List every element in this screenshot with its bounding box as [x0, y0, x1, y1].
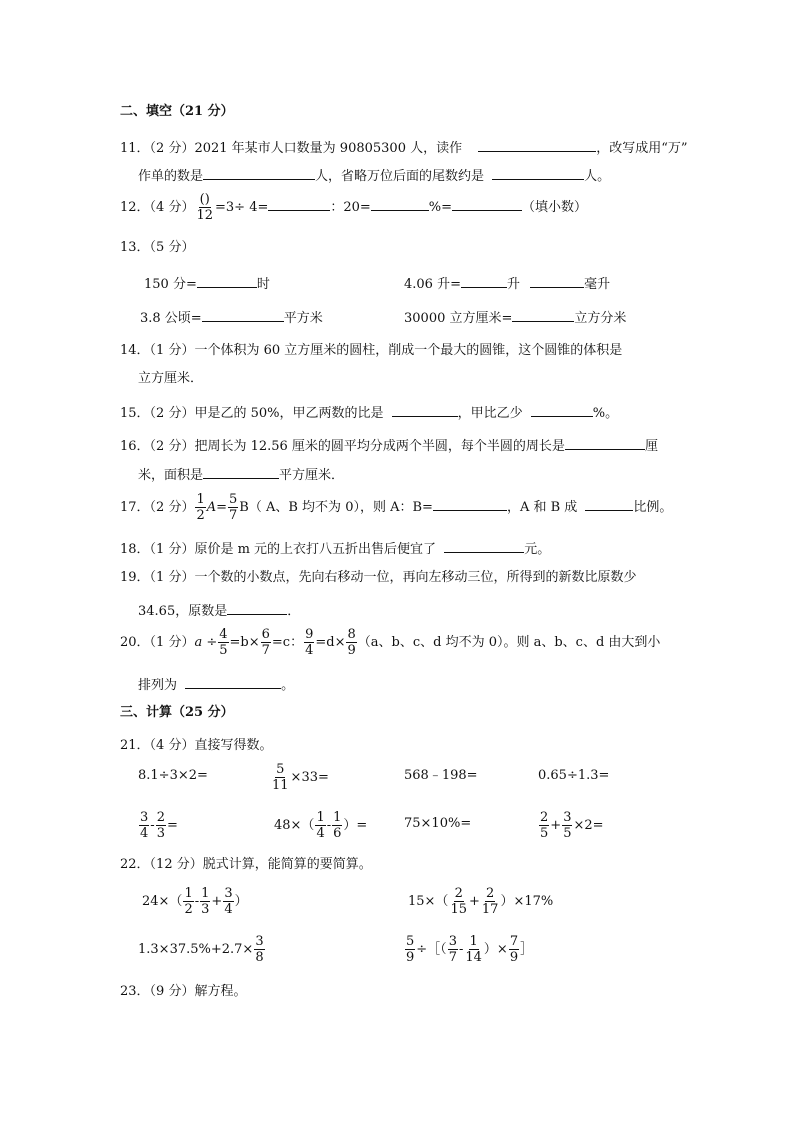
question-17-text-c: B（ A、B 均不为 0），则 A：B= [239, 500, 433, 515]
question-13-head: 13．（5 分） [120, 240, 195, 255]
question-18-text-b: 元。 [524, 542, 551, 557]
numerator: 1 [333, 810, 342, 825]
denominator: 17 [481, 902, 499, 917]
fraction [448, 934, 458, 965]
unit-text: 平方米 [283, 311, 323, 326]
question-20-text-f: 排列为 [138, 678, 178, 693]
fraction [481, 886, 500, 917]
calc-text: = [166, 818, 178, 833]
answer-blank[interactable] [530, 274, 584, 288]
question-17 [120, 492, 672, 523]
question-20-line1 [120, 627, 660, 658]
numerator: 1 [316, 810, 325, 825]
numerator: 1 [184, 886, 193, 901]
question-14-line1: 14．（1 分）一个体积为 60 立方厘米的圆柱，削成一个最大的圆锥，这个圆锥的体积是 [120, 343, 623, 358]
numerator: 6 [261, 627, 270, 642]
question-19-line2 [138, 601, 300, 620]
answer-blank[interactable] [461, 274, 507, 288]
item-text: 4.06 升= [404, 277, 461, 292]
denominator: 8 [255, 950, 264, 965]
calc-text: ）×17% [500, 894, 554, 909]
question-16-text: 16．（2 分）把周长为 12.56 厘米的圆平均分成两个半圆，每个半圆的周长是 [120, 439, 565, 454]
question-16-text-c: 米，面积是 [138, 468, 204, 483]
denominator: 4 [316, 826, 325, 841]
answer-blank[interactable] [227, 601, 287, 615]
question-11-line2 [138, 166, 610, 185]
question-11-text-d: 人，省略万位后面的尾数约是 [315, 169, 485, 184]
answer-blank[interactable] [452, 197, 522, 211]
question-13-item-1 [144, 274, 270, 293]
unit-text: 时 [256, 277, 270, 292]
question-12-text-c: ：20= [330, 200, 371, 215]
answer-blank[interactable] [531, 403, 593, 417]
fraction [195, 492, 205, 523]
calc-item [142, 886, 248, 917]
operator: - [326, 818, 332, 833]
numerator: 5 [229, 492, 238, 507]
operator: - [150, 818, 155, 833]
denominator: 7 [229, 508, 238, 523]
question-16-line2 [138, 465, 344, 484]
fraction [509, 934, 519, 965]
denominator: 9 [406, 950, 415, 965]
calc-text: ×33= [290, 770, 329, 785]
fraction [464, 934, 483, 965]
section-heading-calc: 三、计算（25 分） [120, 705, 234, 720]
answer-blank[interactable] [371, 197, 429, 211]
calc-item: 8.1÷3×2= [138, 768, 208, 783]
numerator: 1 [469, 934, 478, 949]
question-12-text: 12．（4 分） [120, 200, 195, 215]
denominator: 12 [196, 208, 213, 223]
answer-blank[interactable] [433, 497, 507, 511]
fraction [200, 886, 210, 917]
operator: + [211, 894, 223, 909]
calc-item [138, 934, 266, 965]
fraction [562, 810, 572, 841]
question-11-text-e: 人。 [584, 169, 611, 184]
operator: - [458, 942, 464, 957]
question-21-head: 21．（4 分）直接写得数。 [120, 738, 273, 753]
fraction [195, 192, 214, 223]
fraction [183, 886, 193, 917]
denominator: 4 [140, 826, 149, 841]
answer-blank[interactable] [197, 274, 257, 288]
question-12-text-b: =3÷ 4= [215, 200, 269, 215]
answer-blank[interactable] [268, 197, 330, 211]
fraction [228, 492, 238, 523]
fraction [315, 810, 325, 841]
question-12-text-d: %= [428, 200, 453, 215]
calc-text: 15×（ [408, 894, 449, 909]
numerator: 2 [540, 810, 549, 825]
item-text: 30000 立方厘米= [404, 311, 513, 326]
numerator: 1 [196, 492, 205, 507]
calc-text: ×2= [573, 818, 604, 833]
numerator: 3 [448, 934, 457, 949]
calc-item [404, 934, 533, 965]
numerator: 5 [276, 762, 285, 777]
answer-blank[interactable] [478, 138, 596, 152]
fraction [304, 627, 314, 658]
answer-blank[interactable] [185, 675, 281, 689]
denominator: 5 [563, 826, 572, 841]
calc-item [274, 810, 367, 841]
calc-item [138, 810, 178, 841]
denominator: 11 [272, 778, 289, 793]
question-20-var: a ÷ [194, 635, 218, 650]
question-19-line1: 19．（1 分）一个数的小数点，先向右移动一位，再向左移动三位，所得到的新数比原数少 [120, 570, 637, 585]
denominator: 15 [450, 902, 467, 917]
question-17-text-b: A= [206, 500, 228, 515]
denominator: 3 [201, 902, 210, 917]
question-20-text: 20．（1 分） [120, 635, 195, 650]
question-15-text-b: ，甲比乙少 [457, 406, 523, 421]
operator: + [550, 818, 562, 833]
fraction [261, 627, 271, 658]
question-20-text-g: 。 [281, 678, 295, 693]
calc-item: 75×10%= [404, 816, 472, 831]
denominator: 14 [465, 950, 482, 965]
denominator: 7 [448, 950, 457, 965]
unit-text: 毫升 [584, 277, 611, 292]
calc-text: 1.3×37.5%+2.7× [138, 942, 254, 957]
numerator: 3 [563, 810, 572, 825]
answer-blank[interactable] [492, 166, 584, 180]
answer-blank[interactable] [444, 539, 524, 553]
fraction [139, 810, 149, 841]
calc-text: 48×（ [274, 818, 315, 833]
answer-blank[interactable] [585, 497, 633, 511]
answer-blank[interactable] [565, 436, 645, 450]
calc-text: 24×（ [142, 894, 183, 909]
denominator: 4 [224, 902, 233, 917]
operator: - [194, 894, 200, 909]
fraction [332, 810, 342, 841]
denominator: 5 [219, 643, 228, 658]
question-15-text: 15．（2 分）甲是乙的 50%，甲乙两数的比是 [120, 406, 384, 421]
question-13-item-4 [404, 308, 626, 327]
fraction [539, 810, 549, 841]
fraction [156, 810, 166, 841]
calc-item: 0.65÷1.3= [538, 768, 610, 783]
fraction [449, 886, 468, 917]
denominator: 2 [196, 508, 205, 523]
numerator: 7 [509, 934, 519, 949]
denominator: 9 [347, 643, 356, 658]
question-15 [120, 403, 618, 422]
calc-text: ÷［（ [416, 942, 447, 957]
operator: + [468, 894, 480, 909]
answer-blank[interactable] [512, 308, 574, 322]
item-text: 150 分= [144, 277, 197, 292]
question-20-text-d: =d× [315, 635, 346, 650]
calc-item [538, 810, 604, 841]
question-13-item-2 [404, 274, 610, 293]
fraction [254, 934, 264, 965]
question-11-text: 11．（2 分）2021 年某市人口数量为 90805300 人，读作 [120, 141, 463, 156]
numerator: 3 [140, 810, 149, 825]
answer-blank[interactable] [202, 308, 284, 322]
question-18-text: 18．（1 分）原价是 m 元的上衣打八五折出售后便宜了 [120, 542, 437, 557]
denominator: 3 [156, 826, 165, 841]
unit-text: 立方分米 [574, 311, 627, 326]
calc-text: ）× [483, 942, 508, 957]
question-12 [120, 192, 587, 223]
calc-item [270, 762, 329, 793]
numerator: 2 [454, 886, 463, 901]
fraction [218, 627, 228, 658]
question-17-text-d: ，A 和 B 成 [506, 500, 578, 515]
unit-text: 升 [506, 277, 520, 292]
denominator: 5 [540, 826, 549, 841]
question-19-text-c: ． [287, 604, 301, 619]
numerator: () [199, 192, 210, 207]
question-22-head: 22．（12 分）脱式计算，能简算的要简算。 [120, 857, 372, 872]
calc-text: ）= [343, 818, 368, 833]
section-heading-fill: 二、填空（21 分） [120, 104, 234, 119]
question-13-item-3 [140, 308, 323, 327]
answer-blank[interactable] [392, 403, 458, 417]
question-20-text-e: （a、b、c、d 均不为 0）。则 a、b、c、d 由大到小 [357, 635, 661, 650]
answer-blank[interactable] [203, 465, 279, 479]
question-17-text-e: 比例。 [633, 500, 673, 515]
numerator: 1 [201, 886, 210, 901]
denominator: 2 [184, 902, 193, 917]
question-16-text-b: 厘 [644, 439, 658, 454]
question-18 [120, 539, 550, 558]
numerator: 5 [406, 934, 415, 949]
question-16-line1 [120, 436, 658, 455]
denominator: 7 [261, 643, 270, 658]
numerator: 3 [224, 886, 233, 901]
question-19-text-b: 34.65，原数是 [138, 604, 228, 619]
question-11-text-b: ，改写成用“万” [596, 141, 688, 156]
question-14-line2: 立方厘米． [138, 371, 204, 386]
question-17-text: 17．（2 分） [120, 500, 195, 515]
question-20-text-b: =b× [229, 635, 260, 650]
numerator: 2 [156, 810, 165, 825]
numerator: 4 [219, 627, 228, 642]
question-16-text-d: 平方厘米． [279, 468, 345, 483]
denominator: 9 [509, 950, 519, 965]
fraction [271, 762, 290, 793]
question-11-line1 [120, 138, 688, 157]
fraction [405, 934, 415, 965]
calc-text: ］ [520, 942, 534, 957]
question-12-text-e: （填小数） [522, 200, 588, 215]
numerator: 8 [347, 627, 356, 642]
calc-text: ） [234, 894, 248, 909]
numerator: 3 [255, 934, 264, 949]
calc-item [408, 886, 553, 917]
calc-item: 568﹣198= [404, 768, 478, 783]
numerator: 2 [486, 886, 495, 901]
item-text: 3.8 公顷= [140, 311, 202, 326]
fraction [346, 627, 356, 658]
question-20-line2 [138, 675, 294, 694]
fraction [223, 886, 233, 917]
numerator: 9 [305, 627, 314, 642]
denominator: 6 [333, 826, 342, 841]
question-15-text-c: %。 [592, 406, 619, 421]
denominator: 4 [305, 643, 314, 658]
question-23-head: 23．（9 分）解方程。 [120, 984, 247, 999]
question-11-text-c: 作单的数是 [138, 169, 204, 184]
question-20-text-c: =c： [271, 635, 304, 650]
answer-blank[interactable] [203, 166, 315, 180]
